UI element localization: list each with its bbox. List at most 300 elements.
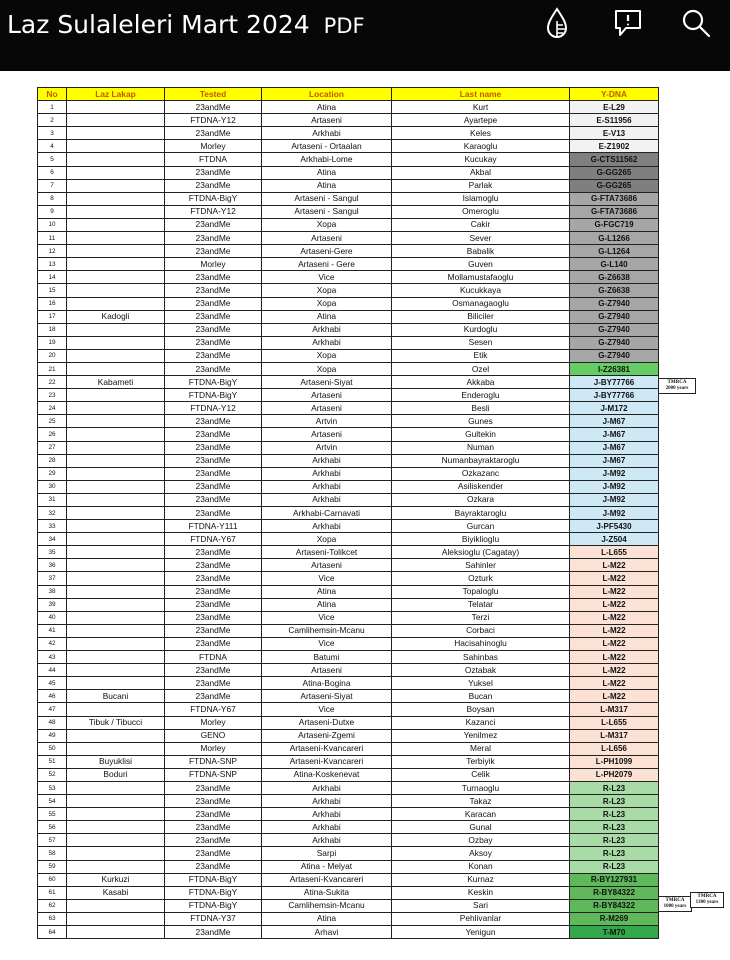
cell-location: Vice [262,611,392,624]
cell-tested: 23andMe [165,585,262,598]
cell-location: Artaseni-Gere [262,245,392,258]
cell-y-dna: E-L29 [570,101,659,114]
cell-tested: FTDNA-BigY [165,886,262,899]
cell-laz-lakap [67,166,165,179]
cell-no: 14 [38,271,67,284]
cell-y-dna: L-M22 [570,559,659,572]
cell-last-name: Bayraktaroglu [392,507,570,520]
cell-last-name: Telatar [392,598,570,611]
cell-y-dna: R-BY127931 [570,873,659,886]
cell-location: Xopa [262,349,392,362]
table-row [38,768,659,781]
cell-tested: 23andMe [165,781,262,794]
cell-location: Camlihemsin-Mcanu [262,899,392,912]
cell-tested: 23andMe [165,677,262,690]
cell-tested: FTDNA-Y67 [165,533,262,546]
cell-laz-lakap [67,664,165,677]
cell-no: 27 [38,441,67,454]
cell-tested: 23andMe [165,245,262,258]
cell-laz-lakap [67,245,165,258]
cell-location: Arkhabi [262,781,392,794]
cell-laz-lakap [67,808,165,821]
search-icon[interactable] [680,6,712,40]
cell-location: Xopa [262,218,392,231]
cell-tested: FTDNA-BigY [165,899,262,912]
cell-location: Vice [262,703,392,716]
table-row [38,415,659,428]
table-row [38,428,659,441]
cell-no: 60 [38,873,67,886]
cell-last-name: Kurt [392,101,570,114]
cell-no: 43 [38,651,67,664]
cell-y-dna: L-PH2079 [570,768,659,781]
cell-laz-lakap: Kurkuzi [67,873,165,886]
cell-location: Arkhabi [262,336,392,349]
cell-laz-lakap [67,218,165,231]
cell-y-dna: L-M22 [570,598,659,611]
cell-laz-lakap [67,336,165,349]
cell-y-dna: G-CTS11562 [570,153,659,166]
cell-location: Artaseni - Sangul [262,192,392,205]
document-type-label: PDF [323,14,365,38]
cell-last-name: Aleksioglu (Cagatay) [392,546,570,559]
haplogroup-table-sheet [37,87,657,939]
cell-location: Xopa [262,362,392,375]
table-row [38,166,659,179]
cell-y-dna: L-M22 [570,664,659,677]
table-row [38,598,659,611]
cell-last-name: Akbal [392,166,570,179]
table-row [38,781,659,794]
cell-location: Artaseni [262,428,392,441]
document-title-text: Laz Sulaleleri Mart 2024 [7,10,310,39]
table-row [38,808,659,821]
cell-last-name: Turnaoglu [392,781,570,794]
cell-location: Atina [262,585,392,598]
cell-last-name: Oztabak [392,664,570,677]
cell-y-dna: G-L1264 [570,245,659,258]
table-row [38,271,659,284]
table-row [38,507,659,520]
cell-y-dna: R-L23 [570,808,659,821]
cell-laz-lakap: Kabameti [67,376,165,389]
table-row [38,873,659,886]
cell-laz-lakap [67,205,165,218]
table-row [38,926,659,939]
cell-location: Xopa [262,284,392,297]
cell-no: 36 [38,559,67,572]
cell-tested: FTDNA-BigY [165,873,262,886]
cell-tested: 23andMe [165,493,262,506]
cell-last-name: Enderoglu [392,389,570,402]
cell-last-name: Karaoglu [392,140,570,153]
cell-laz-lakap [67,507,165,520]
cell-y-dna: J-M67 [570,428,659,441]
table-row [38,205,659,218]
cell-y-dna: G-Z7940 [570,310,659,323]
cell-location: Arkhabi [262,808,392,821]
cell-tested: 23andMe [165,611,262,624]
cell-tested: FTDNA-Y12 [165,114,262,127]
cell-tested: 23andMe [165,218,262,231]
cell-tested: 23andMe [165,362,262,375]
cell-last-name: Sahinler [392,559,570,572]
cell-tested: 23andMe [165,664,262,677]
cell-y-dna: G-Z7940 [570,349,659,362]
cell-last-name: Sesen [392,336,570,349]
cell-tested: 23andMe [165,821,262,834]
cell-laz-lakap: Boduri [67,768,165,781]
cell-location: Artaseni-Siyat [262,690,392,703]
table-row [38,585,659,598]
table-row [38,114,659,127]
cell-location: Xopa [262,533,392,546]
cell-laz-lakap: Tibuk / Tibucci [67,716,165,729]
cell-no: 48 [38,716,67,729]
cell-tested: 23andMe [165,467,262,480]
cell-y-dna: L-M22 [570,637,659,650]
cell-last-name: Guven [392,258,570,271]
cell-location: Artaseni-Tolikcet [262,546,392,559]
cell-tested: 23andMe [165,624,262,637]
cell-laz-lakap [67,389,165,402]
cell-y-dna: G-L1266 [570,232,659,245]
ink-drop-icon[interactable] [541,6,573,40]
table-row [38,729,659,742]
cell-no: 10 [38,218,67,231]
cell-no: 2 [38,114,67,127]
cell-y-dna: J-M172 [570,402,659,415]
cell-no: 50 [38,742,67,755]
cell-last-name: Meral [392,742,570,755]
table-row [38,611,659,624]
cell-last-name: Keskin [392,886,570,899]
cell-last-name: Ozbay [392,834,570,847]
column-header-tested: Tested [165,88,262,101]
cell-no: 64 [38,926,67,939]
cell-tested: FTDNA [165,153,262,166]
cell-tested: FTDNA-SNP [165,755,262,768]
table-row [38,899,659,912]
cell-y-dna: J-M92 [570,480,659,493]
cell-no: 5 [38,153,67,166]
cell-y-dna: T-M70 [570,926,659,939]
table-row [38,637,659,650]
cell-laz-lakap [67,362,165,375]
cell-last-name: Yenilmez [392,729,570,742]
cell-location: Arkhabi [262,467,392,480]
column-header-location: Location [262,88,392,101]
cell-y-dna: J-M67 [570,441,659,454]
cell-no: 6 [38,166,67,179]
cell-no: 20 [38,349,67,362]
cell-last-name: Numan [392,441,570,454]
cell-last-name: Osmanagaoglu [392,297,570,310]
cell-no: 16 [38,297,67,310]
cell-y-dna: R-M269 [570,912,659,925]
table-row [38,245,659,258]
cell-tested: Morley [165,258,262,271]
cell-laz-lakap [67,114,165,127]
cell-y-dna: R-L23 [570,847,659,860]
cell-laz-lakap [67,153,165,166]
cell-location: Atina [262,598,392,611]
cell-laz-lakap [67,179,165,192]
cell-tested: 23andMe [165,690,262,703]
cell-tested: 23andMe [165,428,262,441]
table-row [38,454,659,467]
cell-tested: 23andMe [165,179,262,192]
cell-location: Atina - Melyat [262,860,392,873]
cell-no: 33 [38,520,67,533]
cell-no: 63 [38,912,67,925]
cell-tested: 23andMe [165,271,262,284]
cell-laz-lakap [67,454,165,467]
cell-tested: 23andMe [165,860,262,873]
table-row [38,232,659,245]
cell-tested: FTDNA-Y37 [165,912,262,925]
cell-tested: 23andMe [165,598,262,611]
cell-last-name: Yuksel [392,677,570,690]
cell-last-name: Asiliskender [392,480,570,493]
cell-no: 62 [38,899,67,912]
cell-tested: FTDNA-Y111 [165,520,262,533]
cell-last-name: Besli [392,402,570,415]
cell-last-name: Biliciler [392,310,570,323]
table-row [38,376,659,389]
cell-no: 12 [38,245,67,258]
cell-tested: FTDNA-Y12 [165,205,262,218]
cell-no: 47 [38,703,67,716]
cell-tested: 23andMe [165,572,262,585]
table-row [38,127,659,140]
cell-no: 35 [38,546,67,559]
cell-no: 45 [38,677,67,690]
cell-y-dna: J-M92 [570,493,659,506]
cell-last-name: Bucan [392,690,570,703]
cell-y-dna: L-M22 [570,624,659,637]
cell-tested: 23andMe [165,232,262,245]
cell-location: Atina-Sukita [262,886,392,899]
cell-no: 28 [38,454,67,467]
cell-y-dna: J-M92 [570,507,659,520]
cell-y-dna: L-L656 [570,742,659,755]
cell-no: 19 [38,336,67,349]
table-row [38,847,659,860]
cell-no: 17 [38,310,67,323]
cell-no: 9 [38,205,67,218]
cell-location: Artvin [262,415,392,428]
cell-y-dna: E-Z1902 [570,140,659,153]
cell-tested: GENO [165,729,262,742]
cell-location: Arkhabi [262,834,392,847]
cell-laz-lakap [67,729,165,742]
cell-last-name: Gurcan [392,520,570,533]
cell-last-name: Sari [392,899,570,912]
cell-laz-lakap [67,847,165,860]
cell-no: 46 [38,690,67,703]
cell-y-dna: L-M22 [570,690,659,703]
cell-laz-lakap [67,140,165,153]
cell-no: 23 [38,389,67,402]
tmrca-note-label: TMRCA [697,894,717,899]
cell-no: 24 [38,402,67,415]
cell-last-name: Mollamustafaoglu [392,271,570,284]
cell-no: 44 [38,664,67,677]
cell-tested: 23andMe [165,284,262,297]
cell-location: Artaseni - Ortaalan [262,140,392,153]
cell-location: Arkhabi [262,323,392,336]
cell-laz-lakap [67,323,165,336]
cell-location: Artaseni-Zgemi [262,729,392,742]
cell-tested: 23andMe [165,310,262,323]
cell-laz-lakap [67,415,165,428]
cell-no: 54 [38,795,67,808]
table-row [38,258,659,271]
table-row [38,297,659,310]
table-row [38,323,659,336]
cell-y-dna: R-L23 [570,821,659,834]
cell-tested: Morley [165,716,262,729]
cell-location: Arkhabi [262,795,392,808]
cell-location: Artaseni-Kvancareri [262,755,392,768]
table-row [38,703,659,716]
cell-tested: 23andMe [165,323,262,336]
cell-location: Arkhabi-Lome [262,153,392,166]
cell-location: Arkhabi [262,821,392,834]
cell-no: 38 [38,585,67,598]
cell-last-name: Etik [392,349,570,362]
cell-laz-lakap [67,559,165,572]
table-row [38,441,659,454]
cell-last-name: Konan [392,860,570,873]
cell-tested: Morley [165,140,262,153]
cell-y-dna: L-M22 [570,677,659,690]
cell-y-dna: L-M22 [570,611,659,624]
cell-last-name: Akkaba [392,376,570,389]
cell-location: Artaseni [262,389,392,402]
haplogroup-table [37,87,659,939]
cell-y-dna: G-FGC719 [570,218,659,231]
table-row [38,179,659,192]
cell-y-dna: G-Z6638 [570,271,659,284]
column-header-last-name: Last name [392,88,570,101]
cell-location: Artaseni [262,664,392,677]
cell-y-dna: G-Z6638 [570,284,659,297]
table-row [38,677,659,690]
cell-tested: 23andMe [165,507,262,520]
cell-y-dna: L-PH1099 [570,755,659,768]
cell-last-name: Ozkara [392,493,570,506]
cell-no: 4 [38,140,67,153]
cell-no: 61 [38,886,67,899]
cell-y-dna: L-L655 [570,716,659,729]
cell-no: 37 [38,572,67,585]
cell-last-name: Ayartepe [392,114,570,127]
top-toolbar [0,0,730,71]
cell-last-name: Topaloglu [392,585,570,598]
cell-location: Artaseni [262,402,392,415]
cell-no: 56 [38,821,67,834]
cell-last-name: Kurdoglu [392,323,570,336]
table-row [38,860,659,873]
table-row [38,153,659,166]
comment-icon[interactable] [612,6,644,40]
table-row [38,886,659,899]
cell-no: 52 [38,768,67,781]
cell-y-dna: L-M22 [570,572,659,585]
cell-y-dna: G-Z7940 [570,323,659,336]
table-row [38,140,659,153]
cell-last-name: Ozel [392,362,570,375]
cell-last-name: Parlak [392,179,570,192]
tmrca-note-label: TMRCA [667,380,687,385]
column-header-no: No [38,88,67,101]
cell-laz-lakap [67,677,165,690]
cell-y-dna: J-M92 [570,467,659,480]
cell-location: Artaseni - Sangul [262,205,392,218]
cell-location: Vice [262,572,392,585]
cell-y-dna: R-L23 [570,781,659,794]
cell-laz-lakap: Buyuklisi [67,755,165,768]
cell-tested: 23andMe [165,101,262,114]
cell-laz-lakap [67,585,165,598]
cell-last-name: Ozkazanc [392,467,570,480]
cell-tested: 23andMe [165,454,262,467]
cell-no: 59 [38,860,67,873]
cell-no: 21 [38,362,67,375]
table-row [38,572,659,585]
cell-last-name: Islamoglu [392,192,570,205]
table-row [38,716,659,729]
cell-location: Artaseni - Gere [262,258,392,271]
cell-y-dna: E-V13 [570,127,659,140]
table-header-row [38,88,659,101]
table-row [38,821,659,834]
cell-no: 49 [38,729,67,742]
cell-laz-lakap [67,127,165,140]
cell-laz-lakap [67,349,165,362]
cell-no: 40 [38,611,67,624]
cell-last-name: Biyiklioglu [392,533,570,546]
cell-laz-lakap [67,101,165,114]
cell-no: 26 [38,428,67,441]
cell-laz-lakap [67,834,165,847]
cell-tested: 23andMe [165,559,262,572]
cell-laz-lakap: Bucani [67,690,165,703]
cell-tested: FTDNA [165,651,262,664]
cell-y-dna: J-M67 [570,415,659,428]
cell-tested: 23andMe [165,441,262,454]
cell-last-name: Gultekin [392,428,570,441]
cell-no: 58 [38,847,67,860]
cell-last-name: Cakir [392,218,570,231]
tmrca-note-value: 1000 years [663,904,687,909]
cell-laz-lakap [67,402,165,415]
tmrca-note-value: 1300 years [695,900,719,905]
cell-tested: 23andMe [165,808,262,821]
table-row [38,795,659,808]
cell-last-name: Takaz [392,795,570,808]
cell-last-name: Celik [392,768,570,781]
cell-laz-lakap [67,520,165,533]
cell-location: Arhavi [262,926,392,939]
cell-y-dna: L-M22 [570,651,659,664]
tmrca-note-r-1 [658,896,692,912]
cell-laz-lakap: Kasabi [67,886,165,899]
cell-location: Xopa [262,297,392,310]
cell-laz-lakap [67,637,165,650]
